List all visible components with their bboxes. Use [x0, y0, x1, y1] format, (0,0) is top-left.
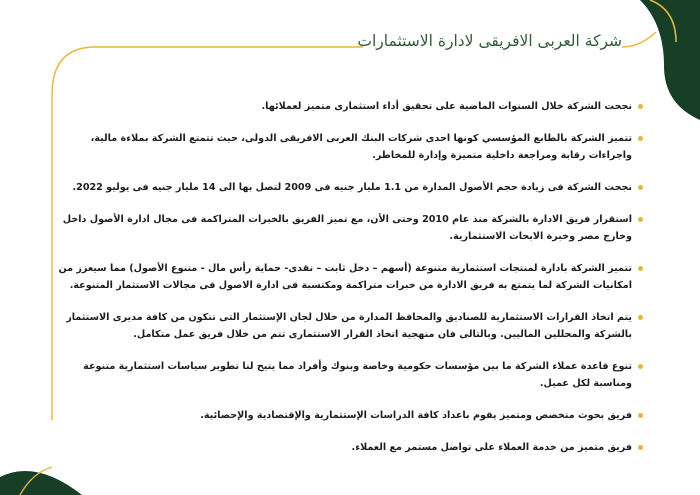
list-item	[56, 407, 642, 424]
bullet-text: فريق بحوث متخصص ومتميز يقوم باعداد كافة الدراسات الإستثمارية والإقتصادية والإحصائية.	[200, 410, 632, 421]
bullet-text: تتميز الشركة بالطابع المؤسسي كونها احدى شركات البنك العربى الافريقى الدولى، حيث تتمتع الشركة بملاءة مالية، واجراءات رقابة ومراجعة داخلية متميزة وإدارة للمخاطر.	[90, 133, 632, 161]
bullet-list	[56, 98, 642, 471]
list-item	[56, 179, 642, 196]
list-item	[56, 211, 642, 245]
bullet-text: تتميز الشركة بادارة لمنتجات استثمارية متنوعة (أسهم – دخل ثابت – نقدى- حماية رأس مال - متنوع الأصول) مما سيعزز من امكانيات الشركة لما يتمتع به فريق الادارة من خبرات متراكمة ومكتسبة فى ادارة الاصول فى مجالات الاستثمار المتنوعة.	[58, 263, 632, 291]
bullet-text: تنوع قاعدة عملاء الشركة ما بين مؤسسات حكومية وخاصة وبنوك وأفراد مما يتيح لنا تطوير سياسات استثمارية متنوعة ومناسبة لكل عميل.	[83, 361, 632, 389]
bullet-dot-icon	[638, 266, 643, 271]
bullet-text: فريق متميز من خدمة العملاء على تواصل مستمر مع العملاء.	[351, 442, 632, 453]
bullet-dot-icon	[638, 217, 643, 222]
list-item	[56, 358, 642, 392]
bullet-dot-icon	[638, 364, 643, 369]
bullet-text: نجحت الشركة فى زيادة حجم الأصول المدارة من 1.1 مليار جنيه فى 2009 لتصل بها الى 14 مليار جنيه فى يوليو 2022.	[72, 182, 632, 193]
bullet-dot-icon	[638, 445, 643, 450]
top-right-corner-decoration	[640, 0, 700, 120]
list-item	[56, 439, 642, 456]
bullet-dot-icon	[638, 136, 643, 141]
list-item	[56, 309, 642, 343]
list-item	[56, 260, 642, 294]
bullet-text: استقرار فريق الادارة بالشركة منذ عام 2010 وحتى الأن، مع تميز الفريق بالخبرات المتراكمة فى مجال ادارة الأصول داخل وخارج مصر وخبرة الابحاث الاستثمارية.	[62, 214, 632, 242]
bullet-text: يتم اتخاذ القرارات الاستثمارية للصناديق والمحافظ المدارة من خلال لجان الإستثمار التى تتكون من كافة مديرى الاستثمار بالشركة والمحللين الماليين. وبالتالى فان منهجية اتخاذ القرار الاستثمارى تتم من خلال فريق عمل متكامل.	[66, 312, 632, 340]
bullet-text: نجحت الشركة خلال السنوات الماضية على تحقيق أداء استثمارى متميز لعملائها.	[261, 101, 632, 112]
list-item	[56, 130, 642, 164]
bullet-dot-icon	[638, 413, 643, 418]
bullet-dot-icon	[638, 315, 643, 320]
page-title: شركة العربى الافريقى لادارة الاستثمارات	[357, 32, 622, 50]
list-item	[56, 98, 642, 115]
bullet-dot-icon	[638, 104, 643, 109]
bullet-dot-icon	[638, 185, 643, 190]
